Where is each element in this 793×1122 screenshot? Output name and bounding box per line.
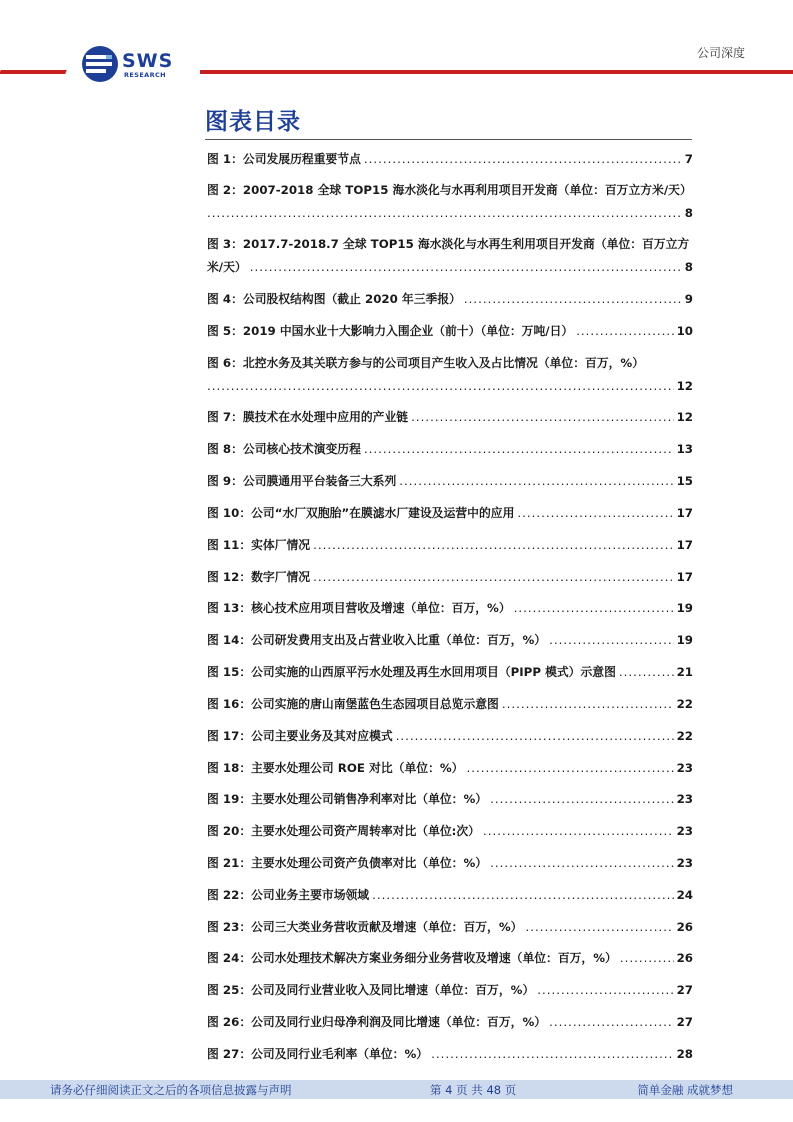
logo-text: SWS (122, 50, 174, 72)
toc-item[interactable]: 图 3：2017.7-2018.7 全球 TOP15 海水淡化与水再生利用项目开发商（单位：百万立方 米/天） ..... 8 (207, 233, 693, 279)
toc-item[interactable]: 图 22：公司业务主要市场领域 ..... 24 (207, 884, 693, 907)
header-red-rule (200, 70, 793, 74)
footer-slogan: 简单金融 成就梦想 (637, 1083, 733, 1097)
footer-disclaimer: 请务必仔细阅读正文之后的各项信息披露与声明 (50, 1083, 292, 1097)
toc-item[interactable]: 图 6：北控水务及其关联方参与的公司项目产生收入及占比情况（单位：百万，%） ..... 12 (207, 352, 693, 398)
toc-item[interactable]: 图 7：膜技术在水处理中应用的产业链 ..... 12 (207, 406, 693, 429)
title-divider (205, 139, 692, 140)
toc-item[interactable]: 图 15：公司实施的山西原平污水处理及再生水回用项目（PIPP 模式）示意图 ..... 21 (207, 661, 693, 684)
logo-subtext: RESEARCH (124, 71, 167, 79)
toc-item[interactable]: 图 8：公司核心技术演变历程 ..... 13 (207, 438, 693, 461)
toc-item[interactable]: 图 18：主要水处理公司 ROE 对比（单位：%） ..... 23 (207, 757, 693, 780)
toc-item[interactable]: 图 16：公司实施的唐山南堡蓝色生态园项目总览示意图 ..... 22 (207, 693, 693, 716)
toc-item[interactable]: 图 1：公司发展历程重要节点 ..... 7 (207, 148, 693, 171)
footer-page-info: 第 4 页 共 48 页 (430, 1083, 517, 1097)
toc-item[interactable]: 图 17：公司主要业务及其对应模式 ..... 22 (207, 725, 693, 748)
page-title: 图表目录 (205, 109, 301, 135)
toc-item[interactable]: 图 21：主要水处理公司资产负债率对比（单位：%） ..... 23 (207, 852, 693, 875)
sws-logo (80, 44, 190, 84)
header-red-accent (0, 70, 67, 74)
toc-item[interactable]: 图 24：公司水处理技术解决方案业务细分业务营收及增速（单位：百万，%） ..... 26 (207, 947, 693, 970)
toc-item[interactable]: 图 2：2007-2018 全球 TOP15 海水淡化与水再利用项目开发商（单位：百万立方米/天） ..... 8 (207, 179, 693, 225)
toc-item[interactable]: 图 14：公司研发费用支出及占营业收入比重（单位：百万，%） ..... 19 (207, 629, 693, 652)
toc-item[interactable]: 图 25：公司及同行业营业收入及同比增速（单位：百万，%） ..... 27 (207, 979, 693, 1002)
toc-item[interactable]: 图 9：公司膜通用平台装备三大系列 ..... 15 (207, 470, 693, 493)
toc-item[interactable]: 图 10：公司“水厂双胞胎”在膜滤水厂建设及运营中的应用 ..... 17 (207, 502, 693, 525)
toc-item[interactable]: 图 27：公司及同行业毛利率（单位：%） ..... 28 (207, 1043, 693, 1066)
toc-item[interactable]: 图 4：公司股权结构图（截止 2020 年三季报） ..... 9 (207, 288, 693, 311)
toc-item[interactable]: 图 13：核心技术应用项目营收及增速（单位：百万，%） ..... 19 (207, 597, 693, 620)
toc-item[interactable]: 图 11：实体厂情况 ..... 17 (207, 534, 693, 557)
toc-item[interactable]: 图 5：2019 中国水业十大影响力入围企业（前十）（单位：万吨/日） ..... 10 (207, 320, 693, 343)
toc-item[interactable]: 图 23：公司三大类业务营收贡献及增速（单位：百万，%） ..... 26 (207, 916, 693, 939)
page-header (0, 0, 793, 90)
toc-item[interactable]: 图 20：主要水处理公司资产周转率对比（单位:次） ..... 23 (207, 820, 693, 843)
toc-item[interactable]: 图 26：公司及同行业归母净利润及同比增速（单位：百万，%） ..... 27 (207, 1011, 693, 1034)
toc-item[interactable]: 图 12：数字厂情况 ..... 17 (207, 566, 693, 589)
toc-item[interactable]: 图 19：主要水处理公司销售净利率对比（单位：%） ..... 23 (207, 788, 693, 811)
report-type: 公司深度 (696, 46, 745, 60)
sws-logo-icon (80, 44, 120, 84)
